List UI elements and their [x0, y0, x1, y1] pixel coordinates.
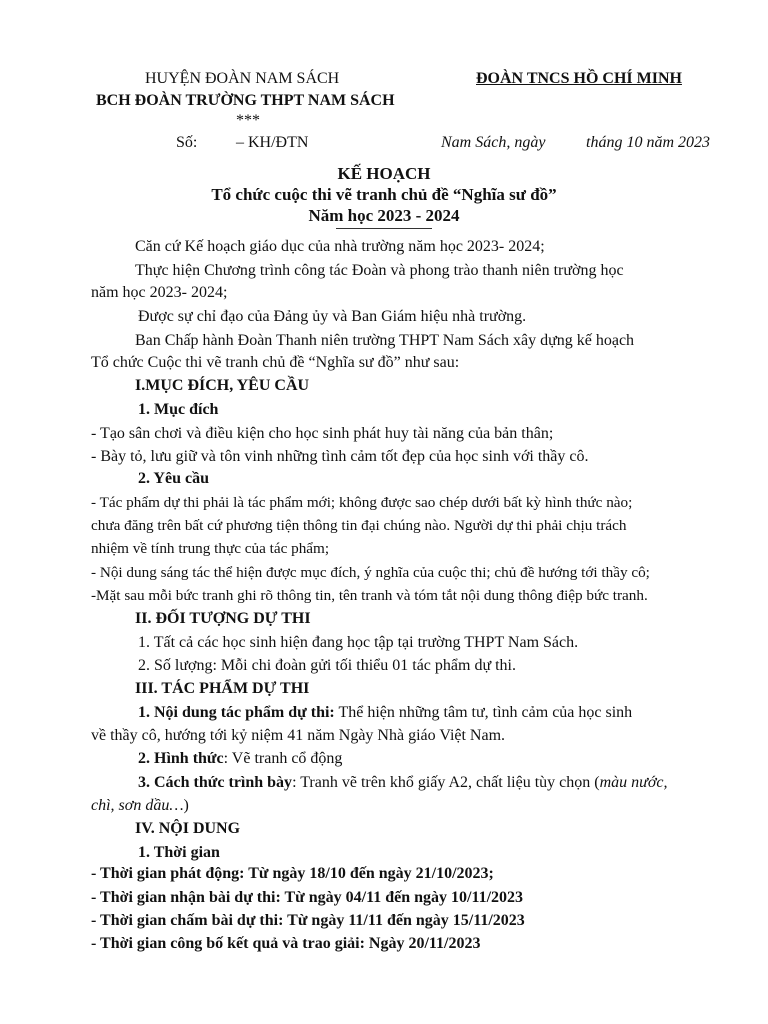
title-underline: [336, 228, 432, 229]
subsection-heading: 2. Yêu cầu: [138, 470, 209, 487]
list-item: 1. Tất cả các học sinh hiện đang học tập tại trường THPT Nam Sách.: [138, 634, 579, 651]
item-label: 3. Cách thức trình bày: [138, 774, 293, 791]
preamble-line: Được sự chỉ đạo của Đảng ủy và Ban Giám hiệu nhà trường.: [138, 308, 527, 325]
list-item: chưa đăng trên bất cứ phương tiện thông tin đại chúng nào. Người dự thi phải chịu trách: [91, 517, 627, 534]
content-item-cont: về thầy cô, hướng tới kỷ niệm 41 năm Ngày Nhà giáo Việt Nam.: [91, 727, 506, 744]
section-heading: II. ĐỐI TƯỢNG DỰ THI: [135, 610, 311, 627]
content-item: [138, 773, 668, 793]
plan-school-year: Năm học 2023 - 2024: [308, 206, 460, 225]
list-item: 2. Số lượng: Mỗi chi đoàn gửi tối thiểu 01 tác phẩm dự thi.: [138, 657, 516, 674]
item-text: : Tranh vẽ trên khổ giấy A2, chất liệu tùy chọn (: [292, 774, 600, 791]
header-stars: ***: [236, 112, 260, 129]
section-heading: I.MỤC ĐÍCH, YÊU CẦU: [135, 377, 310, 394]
section-heading: III. TÁC PHẨM DỰ THI: [135, 680, 310, 697]
list-item: -Mặt sau mỗi bức tranh ghi rõ thông tin, tên tranh và tóm tắt nội dung thông điệp bức tranh.: [91, 587, 648, 604]
list-item: - Tạo sân chơi và điều kiện cho học sinh phát huy tài năng của bản thân;: [91, 425, 554, 442]
item-text: Thể hiện những tâm tư, tình cảm của học sinh: [334, 704, 633, 721]
content-item: [138, 749, 342, 769]
preamble-line: năm học 2023- 2024;: [91, 284, 228, 301]
content-item-cont: [91, 796, 189, 816]
document-number-code: – KH/ĐTN: [236, 134, 309, 151]
subsection-heading: 1. Mục đích: [138, 401, 219, 418]
list-item: - Nội dung sáng tác thể hiện được mục đích, ý nghĩa của cuộc thi; chủ đề hướng tới thầy cô;: [91, 564, 650, 581]
timeline-item: - Thời gian nhận bài dự thi: Từ ngày 04/11 đến ngày 10/11/2023: [91, 889, 524, 906]
subsection-heading: 1. Thời gian: [138, 844, 220, 861]
timeline-item: - Thời gian phát động: Từ ngày 18/10 đến ngày 21/10/2023;: [91, 865, 494, 882]
timeline-item: - Thời gian chấm bài dự thi: Từ ngày 11/11 đến ngày 15/11/2023: [91, 912, 525, 929]
content-item: [138, 703, 632, 723]
item-label: 2. Hình thức: [138, 750, 224, 767]
header-organization: ĐOÀN TNCS HỒ CHÍ MINH: [476, 70, 682, 87]
timeline-item: - Thời gian công bố kết quả và trao giải: Ngày 20/11/2023: [91, 935, 481, 952]
item-italic: màu nước,: [599, 774, 668, 791]
preamble-line: Thực hiện Chương trình công tác Đoàn và phong trào thanh niên trường học: [135, 262, 624, 279]
plan-subtitle: Tổ chức cuộc thi vẽ tranh chủ đề “Nghĩa sư đồ”: [211, 185, 557, 204]
list-item: - Tác phẩm dự thi phải là tác phẩm mới; không được sao chép dưới bất kỳ hình thức nào;: [91, 494, 633, 511]
place-date: Nam Sách, ngày: [441, 134, 546, 151]
list-item: - Bày tỏ, lưu giữ và tôn vinh những tình cảm tốt đẹp của học sinh với thầy cô.: [91, 448, 589, 465]
list-item: nhiệm về tính trung thực của tác phẩm;: [91, 540, 330, 557]
plan-title: KẾ HOẠCH: [337, 164, 431, 183]
section-heading: IV. NỘI DUNG: [135, 820, 241, 837]
header-school-union: BCH ĐOÀN TRƯỜNG THPT NAM SÁCH: [96, 92, 395, 109]
item-text: : Vẽ tranh cổ động: [223, 750, 343, 767]
document-number-label: Số:: [176, 134, 198, 151]
preamble-line: Căn cứ Kế hoạch giáo dục của nhà trường năm học 2023- 2024;: [135, 238, 545, 255]
preamble-line: Ban Chấp hành Đoàn Thanh niên trường THPT Nam Sách xây dựng kế hoạch: [135, 332, 635, 349]
header-district-union: HUYỆN ĐOÀN NAM SÁCH: [145, 70, 340, 87]
item-text: ): [183, 797, 189, 814]
item-label: 1. Nội dung tác phẩm dự thi:: [138, 704, 335, 721]
item-italic: chì, sơn dầu…: [91, 797, 184, 814]
preamble-line: Tổ chức Cuộc thi vẽ tranh chủ đề “Nghĩa sư đồ” như sau:: [91, 354, 460, 371]
month-year: tháng 10 năm 2023: [586, 134, 710, 151]
